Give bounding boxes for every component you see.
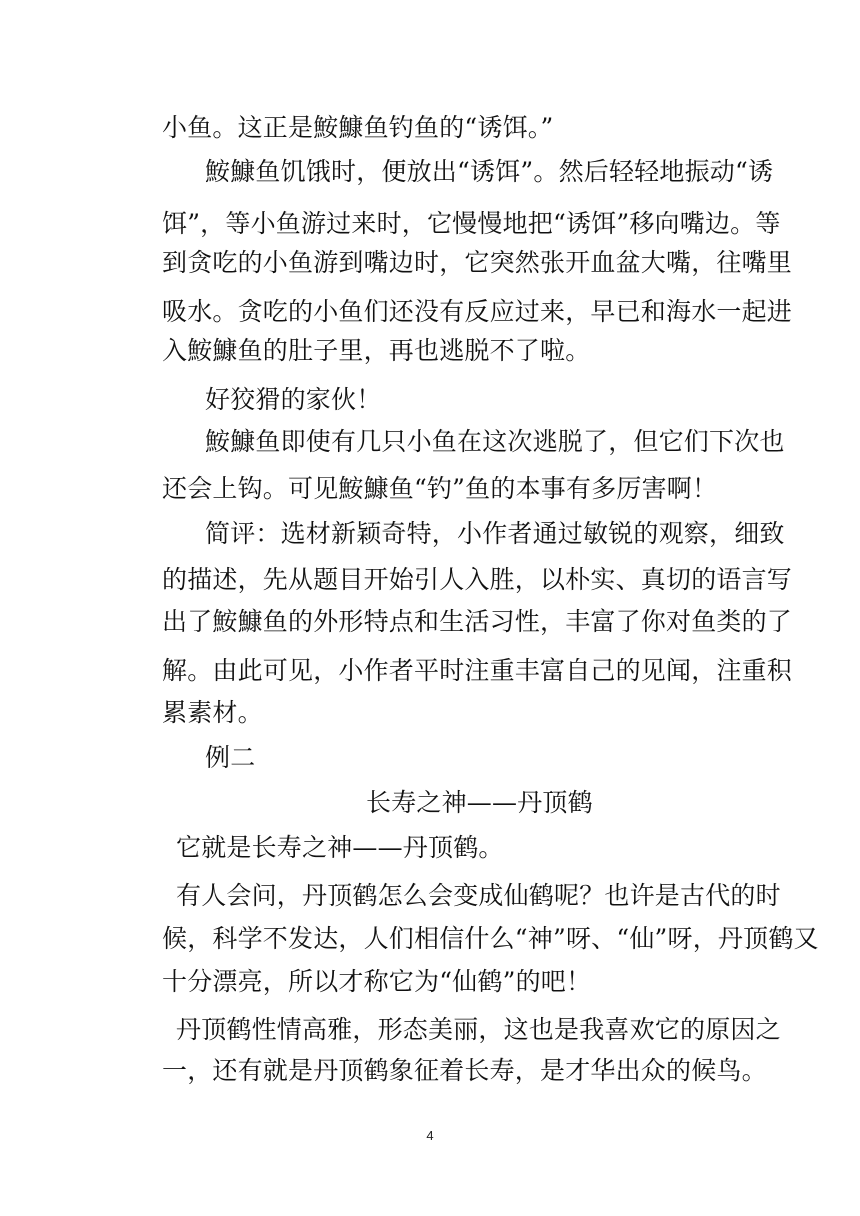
paragraph-start-line: 丹顶鹤性情高雅，形态美丽，这也是我喜欢它的原因之 xyxy=(176,1015,781,1044)
page-number: 4 xyxy=(426,1128,434,1143)
text-line: 候，科学不发达，人们相信什么“神”呀、“仙”呀，丹顶鹤又 xyxy=(162,924,819,953)
text-line: 吸水。贪吃的小鱼们还没有反应过来，早已和海水一起进 xyxy=(162,297,793,326)
essay-title: 长寿之神——丹顶鹤 xyxy=(366,788,593,817)
paragraph-start-line: 鮟鱇鱼饥饿时，便放出“诱饵”。然后轻轻地振动“诱 xyxy=(205,157,774,186)
text-line: 解。由此可见，小作者平时注重丰富自己的见闻，注重积 xyxy=(162,656,793,685)
text-line: 到贪吃的小鱼游到嘴边时，它突然张开血盆大嘴，往嘴里 xyxy=(162,248,793,277)
paragraph-start-line: 它就是长寿之神——丹顶鹤。 xyxy=(176,833,504,862)
text-line: 出了鮟鱇鱼的外形特点和生活习性，丰富了你对鱼类的了 xyxy=(162,607,793,636)
paragraph-start-line: 鮟鱇鱼即使有几只小鱼在这次逃脱了，但它们下次也 xyxy=(205,427,785,456)
example-heading: 例二 xyxy=(205,743,256,772)
text-line: 十分漂亮，所以才称它为“仙鹤”的吧！ xyxy=(162,967,592,996)
text-line: 一，还有就是丹顶鹤象征着长寿，是才华出众的候鸟。 xyxy=(162,1056,767,1085)
text-line: 入鮟鱇鱼的肚子里，再也逃脱不了啦。 xyxy=(162,336,591,365)
text-line: 累素材。 xyxy=(162,698,263,727)
text-line: 还会上钩。可见鮟鱇鱼“钓”鱼的本事有多厉害啊！ xyxy=(162,474,718,503)
review-start-line: 简评：选材新颖奇特，小作者通过敏锐的观察，细致 xyxy=(205,519,785,548)
text-line: 小鱼。这正是鮟鱇鱼钓鱼的“诱饵。” xyxy=(162,113,554,142)
paragraph-start-line: 有人会问，丹顶鹤怎么会变成仙鹤呢？也许是古代的时 xyxy=(176,881,781,910)
paragraph-start-line: 好狡猾的家伙！ xyxy=(205,385,382,414)
text-line: 的描述，先从题目开始引人入胜，以朴实、真切的语言写 xyxy=(162,565,793,594)
text-line: 饵”，等小鱼游过来时，它慢慢地把“诱饵”移向嘴边。等 xyxy=(162,209,781,238)
